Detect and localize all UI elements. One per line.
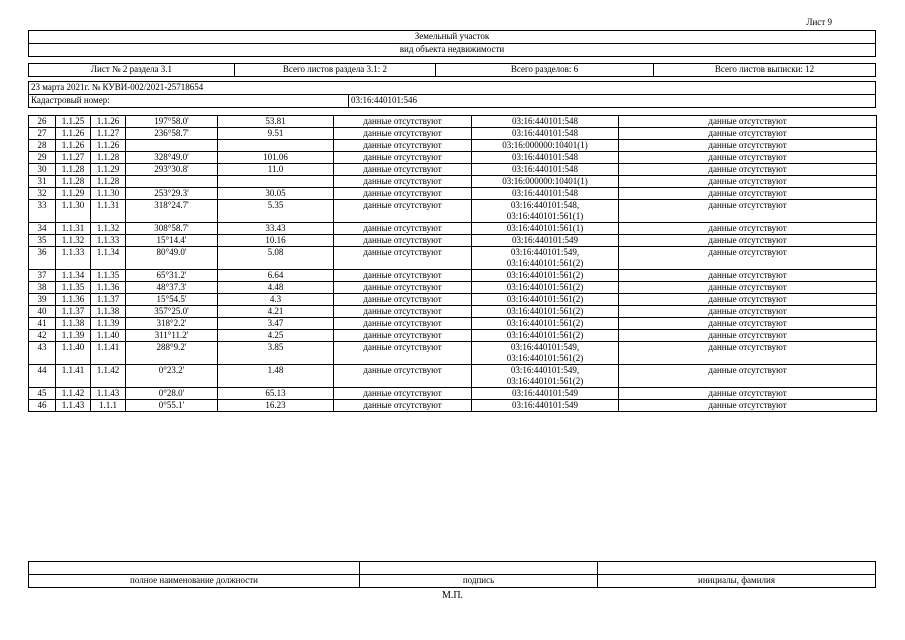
owner-info: данные отсутствуют (619, 200, 877, 223)
point-from: 1.1.41 (56, 365, 91, 388)
direction-angle: 308°58.7' (126, 223, 218, 235)
table-row (29, 342, 877, 365)
row-number: 34 (29, 223, 56, 235)
adjacent-cadastral (472, 282, 619, 294)
signature-label: подпись (360, 575, 598, 588)
horizontal-length: 65.13 (218, 388, 334, 400)
row-number: 36 (29, 247, 56, 270)
row-number: 35 (29, 235, 56, 247)
direction-angle: 80°49.0' (126, 247, 218, 270)
boundary-description: данные отсутствуют (334, 140, 472, 152)
cadastral-line: 03:16:440101:561(2) (506, 318, 584, 328)
adjacent-cadastral (472, 270, 619, 282)
stamp-label: М.П. (441, 590, 464, 601)
adjacent-cadastral (472, 365, 619, 388)
owner-info: данные отсутствуют (619, 270, 877, 282)
point-from: 1.1.33 (56, 247, 91, 270)
point-from: 1.1.34 (56, 270, 91, 282)
adjacent-cadastral (472, 128, 619, 140)
adjacent-cadastral (472, 223, 619, 235)
boundary-description: данные отсутствуют (334, 200, 472, 223)
point-from: 1.1.28 (56, 164, 91, 176)
cadastral-line: 03:16:440101:561(2) (506, 282, 584, 292)
row-number: 37 (29, 270, 56, 282)
point-to: 1.1.34 (91, 247, 126, 270)
boundary-description: данные отсутствуют (334, 294, 472, 306)
row-number: 42 (29, 330, 56, 342)
point-to: 1.1.42 (91, 365, 126, 388)
owner-info: данные отсутствуют (619, 235, 877, 247)
adjacent-cadastral (472, 164, 619, 176)
adjacent-cadastral (472, 306, 619, 318)
point-from: 1.1.28 (56, 176, 91, 188)
table-row (29, 116, 877, 128)
horizontal-length: 101.06 (218, 152, 334, 164)
horizontal-length: 33.43 (218, 223, 334, 235)
adjacent-cadastral (472, 294, 619, 306)
adjacent-cadastral (472, 116, 619, 128)
cadastral-line: 03:16:440101:561(2) (506, 270, 584, 280)
adjacent-cadastral (472, 140, 619, 152)
owner-info: данные отсутствуют (619, 388, 877, 400)
point-to: 1.1.28 (91, 176, 126, 188)
row-number: 46 (29, 400, 56, 412)
direction-angle: 197°58.0' (126, 116, 218, 128)
point-to: 1.1.27 (91, 128, 126, 140)
horizontal-length: 53.81 (218, 116, 334, 128)
table-row (29, 282, 877, 294)
horizontal-length: 9.51 (218, 128, 334, 140)
table-row (29, 400, 877, 412)
point-to: 1.1.31 (91, 200, 126, 223)
boundary-description: данные отсутствуют (334, 188, 472, 200)
row-number: 30 (29, 164, 56, 176)
point-from: 1.1.38 (56, 318, 91, 330)
table-row (29, 247, 877, 270)
table-row (29, 200, 877, 223)
direction-angle: 0°28.0' (126, 388, 218, 400)
boundary-description: данные отсутствуют (334, 223, 472, 235)
direction-angle: 293°30.8' (126, 164, 218, 176)
boundary-description: данные отсутствуют (334, 176, 472, 188)
horizontal-length: 4.21 (218, 306, 334, 318)
direction-angle: 311°11.2' (126, 330, 218, 342)
cadastral-line: 03:16:440101:549, (510, 247, 580, 257)
table-row (29, 306, 877, 318)
point-to: 1.1.36 (91, 282, 126, 294)
boundary-description: данные отсутствуют (334, 342, 472, 365)
table-row (29, 270, 877, 282)
cadastral-label: Кадастровый номер: (29, 95, 349, 108)
point-from: 1.1.35 (56, 282, 91, 294)
direction-angle: 318°24.7' (126, 200, 218, 223)
direction-angle: 0°55.1' (126, 400, 218, 412)
cadastral-value: 03:16:440101:546 (349, 95, 876, 108)
boundary-description: данные отсутствуют (334, 152, 472, 164)
cadastral-line: 03:16:440101:561(2) (506, 330, 584, 340)
direction-angle: 0°23.2' (126, 365, 218, 388)
table-row (29, 140, 877, 152)
point-to: 1.1.33 (91, 235, 126, 247)
cadastral-line: 03:16:440101:548 (511, 188, 578, 198)
owner-info: данные отсутствуют (619, 188, 877, 200)
point-from: 1.1.32 (56, 235, 91, 247)
boundary-table (28, 115, 877, 412)
boundary-description: данные отсутствуют (334, 116, 472, 128)
position-field (29, 562, 360, 575)
owner-info: данные отсутствуют (619, 128, 877, 140)
horizontal-length: 16.23 (218, 400, 334, 412)
cadastral-line: 03:16:440101:548, (510, 200, 580, 210)
cadastral-line: 03:16:440101:561(2) (506, 294, 584, 304)
boundary-description: данные отсутствуют (334, 270, 472, 282)
point-to: 1.1.41 (91, 342, 126, 365)
total-sheets-extract: Всего листов выписки: 12 (654, 64, 876, 77)
adjacent-cadastral (472, 342, 619, 365)
horizontal-length: 3.47 (218, 318, 334, 330)
table-row (29, 176, 877, 188)
row-number: 45 (29, 388, 56, 400)
object-title: Земельный участок (29, 31, 876, 44)
direction-angle: 65°31.2' (126, 270, 218, 282)
owner-info: данные отсутствуют (619, 342, 877, 365)
object-header (28, 30, 876, 57)
adjacent-cadastral (472, 318, 619, 330)
cadastral-line: 03:16:440101:549, (510, 365, 580, 375)
point-to: 1.1.28 (91, 152, 126, 164)
row-number: 27 (29, 128, 56, 140)
point-from: 1.1.39 (56, 330, 91, 342)
horizontal-length: 4.3 (218, 294, 334, 306)
position-label: полное наименование должности (29, 575, 360, 588)
adjacent-cadastral (472, 152, 619, 164)
point-to: 1.1.1 (91, 400, 126, 412)
boundary-description: данные отсутствуют (334, 128, 472, 140)
boundary-description: данные отсутствуют (334, 235, 472, 247)
row-number: 28 (29, 140, 56, 152)
point-from: 1.1.25 (56, 116, 91, 128)
signature-block (28, 561, 876, 588)
owner-info: данные отсутствуют (619, 116, 877, 128)
owner-info: данные отсутствуют (619, 365, 877, 388)
cadastral-line: 03:16:440101:561(2) (506, 376, 584, 386)
row-number: 43 (29, 342, 56, 365)
point-to: 1.1.39 (91, 318, 126, 330)
point-to: 1.1.32 (91, 223, 126, 235)
cadastral-line: 03:16:440101:549 (511, 235, 578, 245)
direction-angle: 357°25.0' (126, 306, 218, 318)
table-row (29, 330, 877, 342)
boundary-description: данные отсутствуют (334, 330, 472, 342)
name-label: инициалы, фамилия (598, 575, 876, 588)
direction-angle (126, 176, 218, 188)
table-row (29, 388, 877, 400)
row-number: 41 (29, 318, 56, 330)
table-row (29, 365, 877, 388)
horizontal-length: 6.64 (218, 270, 334, 282)
horizontal-length: 1.48 (218, 365, 334, 388)
row-number: 26 (29, 116, 56, 128)
row-number: 32 (29, 188, 56, 200)
point-to: 1.1.26 (91, 140, 126, 152)
horizontal-length: 11.0 (218, 164, 334, 176)
direction-angle: 318°2.2' (126, 318, 218, 330)
point-from: 1.1.26 (56, 128, 91, 140)
owner-info: данные отсутствуют (619, 164, 877, 176)
sheet-of-section: Лист № 2 раздела 3.1 (29, 64, 235, 77)
row-number: 44 (29, 365, 56, 388)
horizontal-length: 10.16 (218, 235, 334, 247)
cadastral-line: 03:16:440101:548 (511, 164, 578, 174)
horizontal-length: 4.25 (218, 330, 334, 342)
row-number: 38 (29, 282, 56, 294)
section-info-row (28, 63, 876, 77)
extract-info (28, 81, 876, 108)
row-number: 39 (29, 294, 56, 306)
boundary-description: данные отсутствуют (334, 247, 472, 270)
cadastral-line: 03:16:440101:548 (511, 116, 578, 126)
table-row (29, 164, 877, 176)
cadastral-line: 03:16:440101:561(1) (506, 211, 584, 221)
row-number: 29 (29, 152, 56, 164)
row-number: 40 (29, 306, 56, 318)
owner-info: данные отсутствуют (619, 294, 877, 306)
table-row (29, 294, 877, 306)
horizontal-length: 4.48 (218, 282, 334, 294)
point-to: 1.1.40 (91, 330, 126, 342)
owner-info: данные отсутствуют (619, 330, 877, 342)
cadastral-line: 03:16:440101:549 (511, 388, 578, 398)
total-sections: Всего разделов: 6 (436, 64, 654, 77)
owner-info: данные отсутствуют (619, 140, 877, 152)
cadastral-line: 03:16:440101:549, (510, 342, 580, 352)
owner-info: данные отсутствуют (619, 152, 877, 164)
owner-info: данные отсутствуют (619, 247, 877, 270)
point-to: 1.1.37 (91, 294, 126, 306)
owner-info: данные отсутствуют (619, 318, 877, 330)
horizontal-length (218, 140, 334, 152)
table-row (29, 152, 877, 164)
table-row (29, 188, 877, 200)
point-from: 1.1.29 (56, 188, 91, 200)
boundary-description: данные отсутствуют (334, 282, 472, 294)
point-to: 1.1.30 (91, 188, 126, 200)
owner-info: данные отсутствуют (619, 282, 877, 294)
direction-angle: 236°58.7' (126, 128, 218, 140)
point-from: 1.1.42 (56, 388, 91, 400)
point-from: 1.1.31 (56, 223, 91, 235)
adjacent-cadastral (472, 235, 619, 247)
signature-field (360, 562, 598, 575)
direction-angle: 15°54.5' (126, 294, 218, 306)
boundary-description: данные отсутствуют (334, 318, 472, 330)
table-row (29, 318, 877, 330)
cadastral-line: 03:16:000000:10401(1) (502, 176, 588, 186)
horizontal-length: 5.35 (218, 200, 334, 223)
point-to: 1.1.38 (91, 306, 126, 318)
name-field (598, 562, 876, 575)
adjacent-cadastral (472, 176, 619, 188)
direction-angle: 15°14.4' (126, 235, 218, 247)
direction-angle: 253°29.3' (126, 188, 218, 200)
total-sheets-section: Всего листов раздела 3.1: 2 (235, 64, 436, 77)
point-to: 1.1.43 (91, 388, 126, 400)
point-from: 1.1.36 (56, 294, 91, 306)
point-to: 1.1.26 (91, 116, 126, 128)
adjacent-cadastral (472, 188, 619, 200)
boundary-description: данные отсутствуют (334, 164, 472, 176)
owner-info: данные отсутствуют (619, 306, 877, 318)
point-to: 1.1.35 (91, 270, 126, 282)
cadastral-line: 03:16:440101:561(2) (506, 353, 584, 363)
point-from: 1.1.37 (56, 306, 91, 318)
point-from: 1.1.26 (56, 140, 91, 152)
table-row (29, 223, 877, 235)
owner-info: данные отсутствуют (619, 176, 877, 188)
owner-info: данные отсутствуют (619, 223, 877, 235)
cadastral-line: 03:16:440101:548 (511, 152, 578, 162)
point-to: 1.1.29 (91, 164, 126, 176)
direction-angle (126, 140, 218, 152)
adjacent-cadastral (472, 400, 619, 412)
horizontal-length: 5.08 (218, 247, 334, 270)
horizontal-length (218, 176, 334, 188)
adjacent-cadastral (472, 200, 619, 223)
cadastral-line: 03:16:000000:10401(1) (502, 140, 588, 150)
boundary-description: данные отсутствуют (334, 365, 472, 388)
direction-angle: 288°9.2' (126, 342, 218, 365)
row-number: 33 (29, 200, 56, 223)
table-row (29, 235, 877, 247)
adjacent-cadastral (472, 247, 619, 270)
object-subtitle: вид объекта недвижимости (29, 44, 876, 57)
adjacent-cadastral (472, 330, 619, 342)
point-from: 1.1.27 (56, 152, 91, 164)
cadastral-line: 03:16:440101:561(1) (506, 223, 584, 233)
boundary-description: данные отсутствуют (334, 388, 472, 400)
horizontal-length: 30.05 (218, 188, 334, 200)
cadastral-line: 03:16:440101:561(2) (506, 258, 584, 268)
extract-date-number: 23 марта 2021г. № КУВИ-002/2021-25718654 (29, 82, 876, 95)
owner-info: данные отсутствуют (619, 400, 877, 412)
sheet-number: Лист 9 (806, 17, 832, 27)
point-from: 1.1.30 (56, 200, 91, 223)
row-number: 31 (29, 176, 56, 188)
point-from: 1.1.40 (56, 342, 91, 365)
cadastral-line: 03:16:440101:561(2) (506, 306, 584, 316)
direction-angle: 48°37.3' (126, 282, 218, 294)
table-row (29, 128, 877, 140)
cadastral-line: 03:16:440101:549 (511, 400, 578, 410)
boundary-description: данные отсутствуют (334, 400, 472, 412)
horizontal-length: 3.85 (218, 342, 334, 365)
point-from: 1.1.43 (56, 400, 91, 412)
cadastral-line: 03:16:440101:548 (511, 128, 578, 138)
boundary-description: данные отсутствуют (334, 306, 472, 318)
direction-angle: 328°49.0' (126, 152, 218, 164)
adjacent-cadastral (472, 388, 619, 400)
